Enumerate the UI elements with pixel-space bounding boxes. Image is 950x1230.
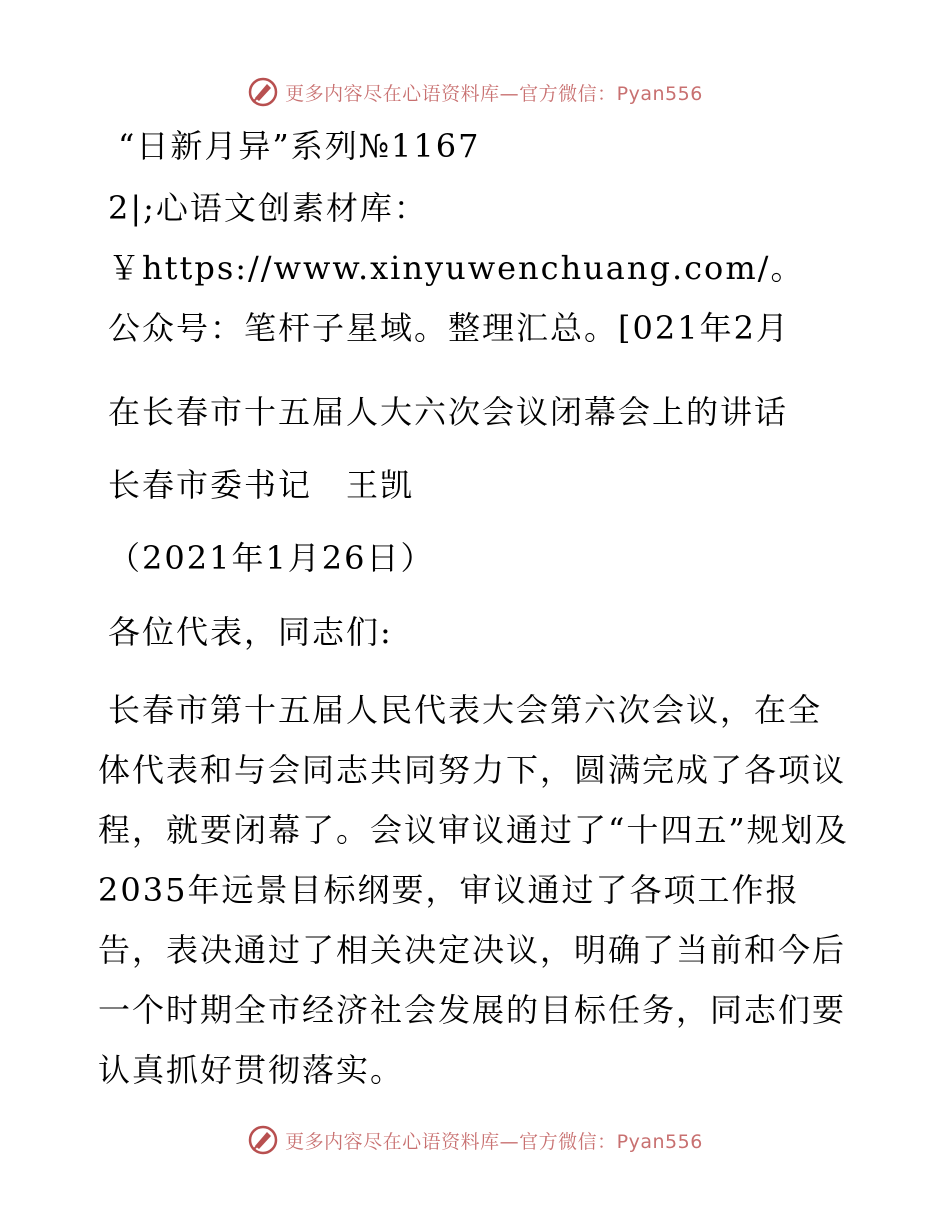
watermark-logo-icon (247, 1124, 279, 1156)
body-text: 长春市第十五届人民代表大会第六次会议，在全体代表和与会同志共同努力下，圆满完成了各项议程，就要闭幕了。会议审议通过了“十四五”规划及2035年远景目标纲要，审议通过了各项工作报告，表决通过了相关决定决议，明确了当前和今后一个时期全市经济社会发展的目标任务，同志们要认真抓好贯彻落实。 (98, 691, 849, 1089)
watermark-logo-icon (247, 76, 279, 108)
document-date: （2021年1月26日） (108, 539, 435, 577)
document-title: 在长春市十五届人大六次会议闭幕会上的讲话 (108, 393, 789, 431)
watermark-text: 更多内容尽在心语资料库—官方微信：Pyan556 (285, 1130, 703, 1153)
watermark-text: 更多内容尽在心语资料库—官方微信：Pyan556 (285, 82, 703, 105)
document-author: 长春市委书记 王凯 (108, 466, 415, 504)
salutation: 各位代表，同志们: (108, 613, 393, 651)
watermark-footer (0, 1120, 950, 1160)
body-paragraph (98, 680, 850, 1100)
series-header: “日新月异”系列№1167 (118, 127, 481, 165)
source-note: 2|;心语文创素材库：￥https://www.xinyuwenchuang.com/。公众号：笔杆子星域。整理汇总。[021年2月 (108, 189, 805, 347)
watermark-header (0, 72, 950, 112)
